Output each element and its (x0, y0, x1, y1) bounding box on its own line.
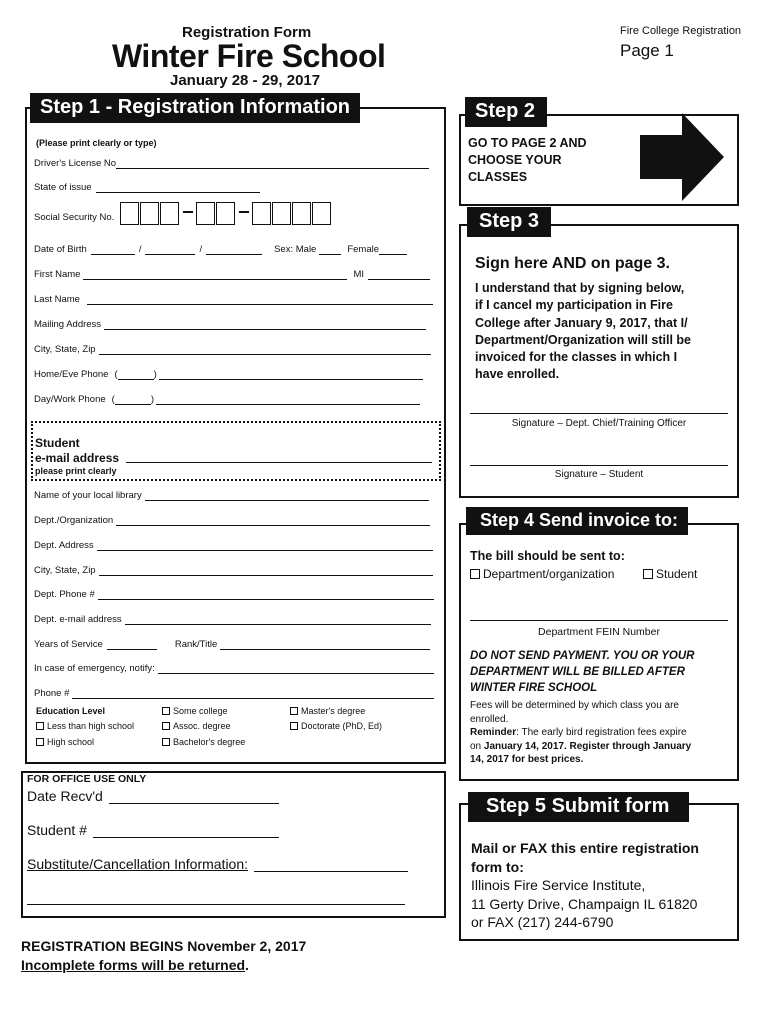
checkbox[interactable] (162, 707, 170, 715)
right-arrow-icon (640, 113, 726, 201)
phone-field[interactable] (72, 688, 434, 699)
student-email-note: please print clearly (35, 466, 117, 476)
first-name-field[interactable] (83, 269, 347, 280)
dept-city-field[interactable] (99, 565, 433, 576)
dept-org-field[interactable] (116, 515, 430, 526)
dept-org-label: Dept./Organization (34, 515, 114, 526)
emergency-field[interactable] (158, 663, 434, 674)
step3-title: Step 3 (467, 207, 551, 237)
edu-assoc-option[interactable]: Assoc. degree (162, 721, 231, 731)
years-label: Years of Service (34, 639, 103, 650)
state-issue-field[interactable] (96, 182, 260, 193)
date-recvd-row (27, 788, 279, 804)
step2-text: GO TO PAGE 2 AND CHOOSE YOUR CLASSES (468, 136, 587, 184)
library-label: Name of your local library (34, 490, 142, 501)
dept-address-field[interactable] (97, 540, 433, 551)
step2-title: Step 2 (465, 97, 547, 127)
sex-female-label: Female (347, 244, 380, 255)
drivers-license-label: Driver's License No (34, 158, 117, 169)
home-phone-row: Home/Eve Phone ( ) (34, 369, 423, 380)
step3-heading: Sign here AND on page 3. (475, 255, 670, 272)
fees-note: Fees will be determined by which class you are enrolled. Reminder: The early bird registration fees expire on January 14, 2017. Register through January 14, 2017 for best prices. (470, 700, 692, 765)
phone-row (34, 688, 434, 699)
mi-label: MI (353, 269, 365, 280)
dept-phone-label: Dept. Phone # (34, 589, 95, 600)
edu-master-option[interactable]: Master's degree (290, 706, 365, 716)
education-title: Education Level (36, 706, 106, 716)
incomplete-notice: Incomplete forms will be returned. (21, 957, 249, 973)
city-row (34, 344, 431, 355)
checkbox[interactable] (36, 722, 44, 730)
drivers-license-field[interactable] (116, 158, 429, 169)
library-field[interactable] (145, 490, 429, 501)
emergency-label: In case of emergency, notify: (34, 663, 155, 674)
no-payment-warning: DO NOT SEND PAYMENT. YOU OR YOUR DEPARTMENT WILL BE BILLED AFTER WINTER FIRE SCHOOL (470, 650, 695, 694)
day-phone-row: Day/Work Phone ( ) (34, 394, 420, 405)
checkbox[interactable] (162, 722, 170, 730)
checkbox[interactable] (290, 707, 298, 715)
edu-less-hs-option[interactable]: Less than high school (36, 721, 134, 731)
signature-chief-field[interactable] (470, 413, 728, 414)
edu-hs-option[interactable]: High school (36, 737, 94, 747)
home-phone-label: Home/Eve Phone (34, 369, 109, 380)
fein-label: Department FEIN Number (538, 626, 660, 638)
dept-city-label: City, State, Zip (34, 565, 96, 576)
checkbox[interactable] (36, 738, 44, 746)
substitute-field[interactable] (254, 858, 408, 872)
date-recvd-field[interactable] (109, 790, 279, 804)
step3-paragraph: I understand that by signing below, if I cancel my participation in Fire College after January 9, 2017, that I/ Department/Organization will still be invoiced for the classes in which I have enrolled. (475, 281, 692, 382)
substitute-field-2[interactable] (27, 891, 405, 905)
edu-bachelor-option[interactable]: Bachelor's degree (162, 737, 245, 747)
years-row (34, 639, 430, 650)
last-name-row (34, 294, 433, 305)
dept-address-row (34, 540, 433, 551)
student-label: Student (35, 436, 80, 450)
drivers-license-row (34, 158, 429, 169)
office-use-title: FOR OFFICE USE ONLY (27, 773, 147, 785)
dept-email-field[interactable] (125, 614, 431, 625)
dept-city-row (34, 565, 433, 576)
date-recvd-label: Date Recv'd (27, 788, 103, 804)
mi-field[interactable] (368, 269, 430, 280)
ssn-label: Social Security No. (34, 212, 115, 223)
ssn-row (34, 202, 332, 230)
substitute-label: Substitute/Cancellation Information: (27, 856, 249, 872)
phone-label: Phone # (34, 688, 70, 699)
page-number: Page 1 (620, 41, 674, 60)
home-phone-field[interactable] (159, 369, 423, 380)
first-name-label: First Name (34, 269, 81, 280)
home-phone-area[interactable] (118, 369, 154, 380)
rank-label: Rank/Title (174, 639, 218, 650)
mailing-label: Mailing Address (34, 319, 102, 330)
first-name-row (34, 269, 430, 280)
state-issue-label: State of issue (34, 182, 92, 193)
checkbox[interactable] (162, 738, 170, 746)
student-email-field[interactable] (126, 451, 432, 463)
form-title: Winter Fire School (112, 38, 386, 74)
header-right-label: Fire College Registration (620, 25, 742, 37)
step4-title: Step 4 Send invoice to: (466, 507, 688, 535)
last-name-label: Last Name (34, 294, 80, 305)
emergency-row (34, 663, 434, 674)
print-note: (Please print clearly or type) (36, 138, 157, 148)
registration-begins: REGISTRATION BEGINS November 2, 2017 (21, 938, 307, 954)
student-email-label: e-mail address (35, 451, 120, 465)
student-num-field[interactable] (93, 824, 279, 838)
day-phone-area[interactable] (115, 394, 151, 405)
last-name-field[interactable] (87, 294, 433, 305)
signature-chief-label: Signature – Dept. Chief/Training Officer (511, 418, 687, 429)
day-phone-field[interactable] (156, 394, 420, 405)
bill-label: The bill should be sent to: (470, 549, 625, 563)
sex-female-field[interactable] (379, 244, 407, 255)
bill-student-option[interactable]: Student (643, 567, 697, 581)
city-label: City, State, Zip (34, 344, 96, 355)
dept-email-label: Dept. e-mail address (34, 614, 122, 625)
dob-row: Date of Birth / / Sex: Male Female (34, 244, 407, 255)
dept-address-label: Dept. Address (34, 540, 94, 551)
edu-doctorate-option[interactable]: Doctorate (PhD, Ed) (290, 721, 382, 731)
city-field[interactable] (99, 344, 431, 355)
submit-instructions: Mail or FAX this entire registration form to: Illinois Fire Service Institute, 11 Gerty Drive, Champaign IL 61820 or FAX (217) 244-6790 (471, 840, 699, 930)
checkbox[interactable] (290, 722, 298, 730)
substitute-row (27, 856, 408, 872)
ssn-boxes[interactable] (120, 202, 332, 230)
step5-title: Step 5 Submit form (468, 792, 689, 822)
dob-label: Date of Birth (34, 244, 87, 255)
dept-org-row (34, 515, 430, 526)
mailing-row (34, 319, 426, 330)
sex-male-field[interactable] (319, 244, 341, 255)
bill-dept-option[interactable]: Department/organization (470, 567, 614, 581)
signature-student-label: Signature – Student (554, 469, 644, 480)
student-num-label: Student # (27, 822, 87, 838)
years-field[interactable] (107, 639, 157, 650)
checkbox[interactable] (643, 569, 653, 579)
signature-student-field[interactable] (470, 465, 728, 466)
form-subtitle: Registration Form (182, 24, 312, 41)
student-num-row (27, 822, 279, 838)
event-date: January 28 - 29, 2017 (170, 72, 321, 89)
day-phone-label: Day/Work Phone (34, 394, 106, 405)
checkbox[interactable] (470, 569, 480, 579)
step1-title: Step 1 - Registration Information (30, 93, 360, 123)
rank-field[interactable] (220, 639, 430, 650)
dept-email-row (34, 614, 431, 625)
dept-phone-field[interactable] (98, 589, 434, 600)
dept-phone-row (34, 589, 434, 600)
edu-some-college-option[interactable]: Some college (162, 706, 228, 716)
library-row (34, 490, 429, 501)
sex-male-label: Sex: Male (274, 244, 317, 255)
state-issue-row (34, 182, 260, 193)
fein-field[interactable] (470, 620, 728, 621)
mailing-field[interactable] (104, 319, 426, 330)
